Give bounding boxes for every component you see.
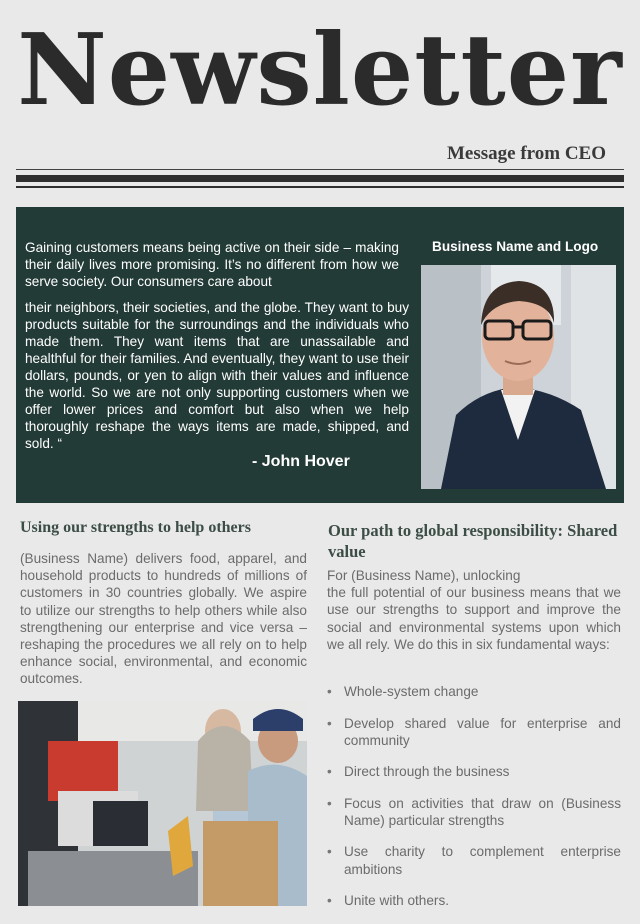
header-rule-thin <box>16 169 624 170</box>
store-checkout-photo <box>18 701 307 906</box>
checkout-photo-icon <box>18 701 307 906</box>
person-photo-icon <box>421 265 616 489</box>
strengths-paragraph: (Business Name) delivers food, apparel, and household products to hundreds of millions of customers in 30 countries globally. We aspire to utilize our strengths to help others while also strengthening our enterprise and vice versa – reshaping the procedures we all rely on to help enhance social, environmental, and economic outcomes. <box>20 551 307 687</box>
list-item: • Focus on activities that draw on (Business Name) particular strengths <box>327 795 621 829</box>
header-rule-thick <box>16 175 624 182</box>
business-name-logo: Business Name and Logo <box>432 239 599 254</box>
newsletter-title: Newsletter <box>17 13 623 128</box>
header-rule-bottom <box>16 186 624 188</box>
ceo-photo <box>421 265 616 489</box>
list-item: • Use charity to complement enterprise ambitions <box>327 843 621 877</box>
responsibility-heading: Our path to global responsibility: Shared value <box>328 521 618 561</box>
responsibility-paragraph-first-line: For (Business Name), unlocking <box>327 568 521 583</box>
shared-value-list <box>327 683 621 924</box>
responsibility-paragraph <box>327 567 621 653</box>
quote-author: - John Hover <box>252 453 350 470</box>
responsibility-paragraph-rest: the full potential of our business means that we use our strengths to support and improve the social and environmental systems upon which we all rely. We do this in six fundamental ways: <box>327 585 621 652</box>
list-item: • Develop shared value for enterprise and community <box>327 715 621 749</box>
strengths-heading: Using our strengths to help others <box>20 519 251 536</box>
quote-intro: Gaining customers means being active on their side – making their daily lives more promising. It’s no different from how we serve society. Our consumers care about <box>25 240 399 289</box>
quote-body: their neighbors, their societies, and the globe. They want to buy products suitable for the surroundings and the individuals who made them. They want items that are unassailable and healthful for their families. And eventually, they want to use their dollars, pounds, or yen to align with their values and influence the world. So we are not only supporting customers when we offer lower prices and comfort but also when we help thoroughly reshape the ways items are made, shipped, and sold. “ <box>25 300 409 451</box>
ceo-quote-box <box>16 207 624 503</box>
list-item: • Whole-system change <box>327 683 621 700</box>
list-item: • Direct through the business <box>327 763 621 780</box>
newsletter-subtitle: Message from CEO <box>446 143 606 164</box>
list-item: • Unite with others. <box>327 892 621 909</box>
